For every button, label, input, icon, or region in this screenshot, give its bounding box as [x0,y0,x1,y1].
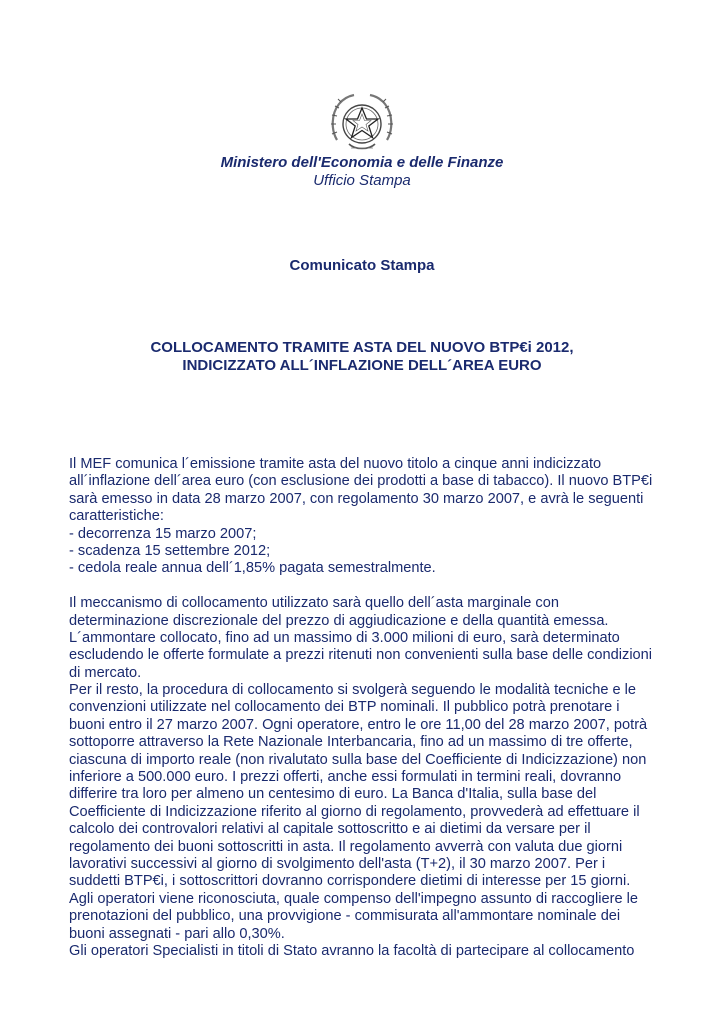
body-line: escludendo le offerte formulate a prezzi ritenuti non convenienti sulla base delle condizioni [69,647,653,664]
body-line: L´ammontare collocato, fino ad un massimo di 3.000 milioni di euro, sarà determinato [69,629,620,646]
office-name: Ufficio Stampa [313,172,411,189]
body-line: calcolo dei controvalori relativi al capitale sottoscritto e ai dietimi da versare per il [69,821,591,838]
body-line: inferiore a 500.000 euro. I prezzi offerti, anche essi formulati in termini reali, dovranno [69,769,622,786]
body-line: caratteristiche: [69,508,164,525]
body-line: differire tra loro per almeno un centesimo di euro. La Banca d'Italia, sulla base del [69,786,597,803]
body-line: sarà emesso in data 28 marzo 2007, con regolamento 30 marzo 2007, e avrà le seguenti [69,490,644,507]
headline-line: COLLOCAMENTO TRAMITE ASTA DEL NUOVO BTP€i 2012, [150,339,574,356]
press-release-label: Comunicato Stampa [289,257,435,274]
body-line: suddetti BTP€i, i sottoscrittori dovranno corrispondere dietimi di interesse per 15 giorni. [69,873,631,890]
paragraph-spacer [69,578,669,595]
body-line: Coefficiente di Indicizzazione riferito al giorno di regolamento, provvederà ad effettuare il [69,803,640,820]
headline-line: INDICIZZATO ALL´INFLAZIONE DELL´AREA EURO [182,357,542,374]
body-line: di mercato. [69,664,142,681]
body-line: Il MEF comunica l´emissione tramite asta del nuovo titolo a cinque anni indicizzato [69,456,602,472]
body-line: lavorativi successivi al giorno di svolgimento dell'asta (T+2), il 30 marzo 2007. Per i [69,855,606,872]
body-line: buoni assegnati - pari allo 0,30%. [69,925,285,942]
ministry-name: Ministero dell'Economia e delle Finanze [220,154,504,171]
body-line: ciascuna di importo reale (non rivalutato sulla base del Coefficiente di Indicizzazione) non [69,751,647,768]
body-line: sottoporre attraverso la Rete Nazionale Interbancaria, fino ad un massimo di tre offerte, [69,734,633,751]
body-line: Per il resto, la procedura di collocamento si svolgerà seguendo le modalità tecniche e le [69,682,637,699]
body-line: - cedola reale annua dell´1,85% pagata semestralmente. [69,560,436,577]
headline [0,339,724,375]
body-line: - decorrenza 15 marzo 2007; [69,525,257,542]
body-line: Agli operatori viene riconosciuta, quale compenso dell'impegno assunto di raccogliere le [69,890,639,907]
body-line: convenzioni utilizzate nel collocamento dei BTP nominali. Il pubblico potrà prenotare i [69,699,620,716]
italian-republic-emblem-icon [327,88,397,158]
body-line: regolamento dei buoni sottoscritti in asta. Il regolamento avverrà con valuta due giorni [69,838,623,855]
body-line: buoni entro il 27 marzo 2007. Ogni operatore, entro le ore 11,00 del 28 marzo 2007, potrà [69,716,648,733]
body-line: Gli operatori Specialisti in titoli di Stato avranno la facoltà di partecipare al collocamento [69,942,635,959]
body-line: determinazione discrezionale del prezzo di aggiudicazione e della quantità emessa. [69,612,609,629]
body-line: all´inflazione dell´area euro (con esclusione dei prodotti a base di tabacco). Il nuovo BTP€i [69,473,653,490]
press-release-body [69,456,669,960]
body-line: prenotazioni del pubblico, una provvigione - commisurata all'ammontare nominale dei [69,908,621,925]
body-line: Il meccanismo di collocamento utilizzato sarà quello dell´asta marginale con [69,595,559,612]
body-line: - scadenza 15 settembre 2012; [69,542,271,559]
